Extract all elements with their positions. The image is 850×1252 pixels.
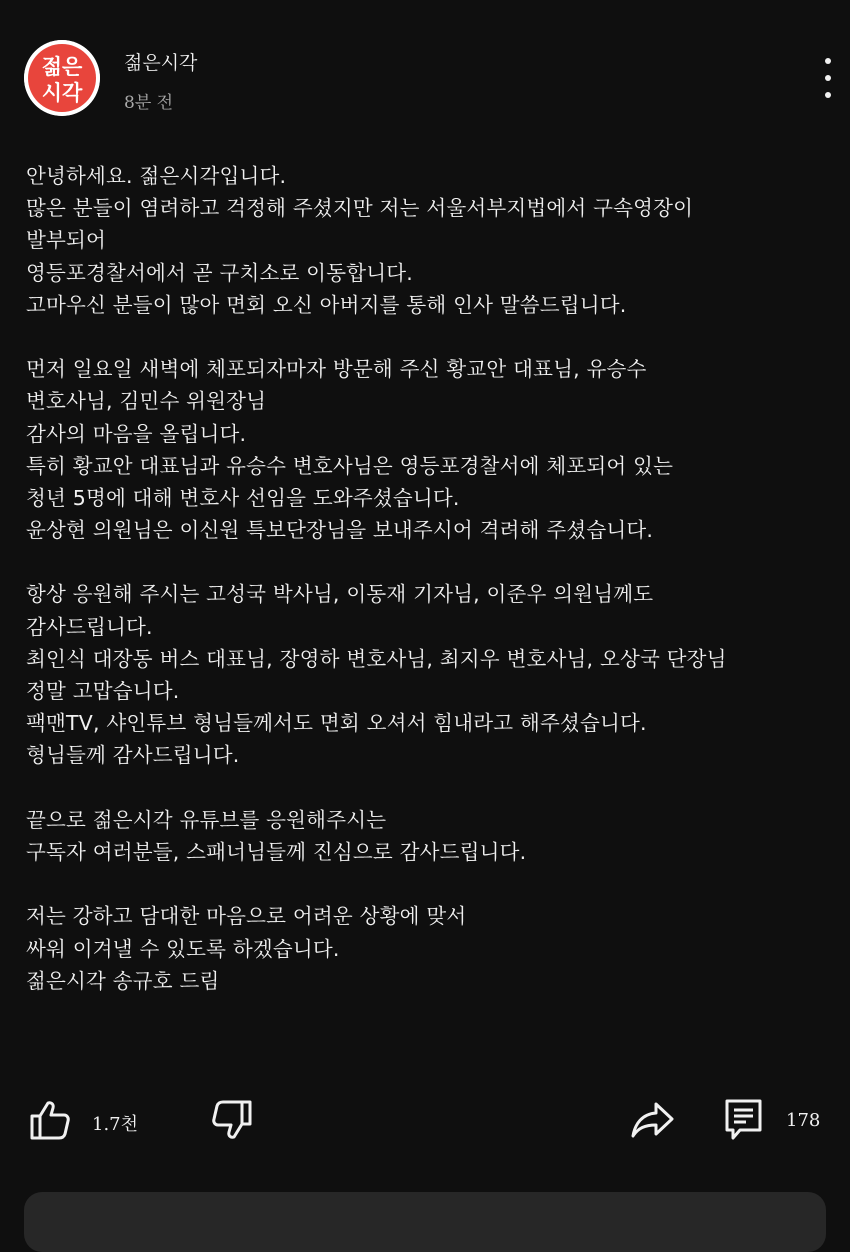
- comment-icon: [724, 1098, 764, 1142]
- action-bar: [0, 1098, 850, 1148]
- post-line: 윤상현 의원님은 이신원 특보단장님을 보내주시어 격려해 주셨습니다.: [26, 518, 654, 543]
- post-line: 형님들께 감사드립니다.: [26, 743, 240, 768]
- post-line: 끝으로 젊은시각 유튜브를 응원해주시는: [26, 807, 387, 832]
- post-line: 특히 황교안 대표님과 유승수 변호사님은 영등포경찰서에 체포되어 있는: [26, 453, 674, 478]
- post-line: 저는 강하고 담대한 마음으로 어려운 상황에 맞서: [26, 904, 467, 929]
- post-line: 최인식 대장동 버스 대표님, 장영하 변호사님, 최지우 변호사님, 오상국 단장님: [26, 646, 727, 671]
- avatar-text-bottom: 시각: [41, 81, 83, 105]
- post-line: 발부되어: [26, 228, 107, 253]
- post-line: 싸워 이겨낼 수 있도록 하겠습니다.: [26, 936, 340, 961]
- post-line: 변호사님, 김민수 위원장님: [26, 389, 267, 414]
- comment-button[interactable]: [724, 1098, 764, 1142]
- post-line: 먼저 일요일 새벽에 체포되자마자 방문해 주신 황교안 대표님, 유승수: [26, 357, 647, 382]
- comment-count: 178: [786, 1110, 821, 1131]
- share-button[interactable]: [630, 1100, 676, 1140]
- like-button[interactable]: [28, 1098, 72, 1142]
- post-line: 구독자 여러분들, 스패너님들께 진심으로 감사드립니다.: [26, 839, 527, 864]
- channel-logo-icon: [24, 40, 100, 116]
- thumbs-down-icon: [210, 1098, 254, 1142]
- post-line: 항상 응원해 주시는 고성국 박사님, 이동재 기자님, 이준우 의원님께도: [26, 582, 654, 607]
- more-options-button[interactable]: [816, 58, 840, 98]
- post-line: 고마우신 분들이 많아 면회 오신 아버지를 통해 인사 말씀드립니다.: [26, 292, 627, 317]
- avatar-text-top: 젊은: [41, 55, 83, 79]
- post-line: [26, 772, 826, 804]
- share-icon: [630, 1100, 676, 1140]
- post-line: 감사의 마음을 올립니다.: [26, 421, 247, 446]
- post-text: [26, 160, 826, 997]
- dislike-button[interactable]: [210, 1098, 254, 1142]
- post-line: 영등포경찰서에서 곧 구치소로 이동합니다.: [26, 260, 413, 285]
- channel-name[interactable]: 젊은시각: [124, 52, 198, 74]
- post-line: [26, 321, 826, 353]
- post-line: 많은 분들이 염려하고 걱정해 주셨지만 저는 서울서부지법에서 구속영장이: [26, 196, 694, 221]
- channel-avatar[interactable]: [24, 40, 100, 116]
- post-line: 젊은시각 송규호 드림: [26, 968, 220, 993]
- post-line: 팩맨TV, 샤인튜브 형님들께서도 면회 오셔서 힘내라고 해주셨습니다.: [26, 711, 647, 736]
- post-line: 감사드립니다.: [26, 614, 153, 639]
- comments-sheet-handle[interactable]: [24, 1192, 826, 1252]
- post-header: [24, 40, 834, 120]
- post-line: 정말 고맙습니다.: [26, 679, 180, 703]
- post-line: 청년 5명에 대해 변호사 선임을 도와주셨습니다.: [26, 485, 460, 510]
- post-line: 안녕하세요. 젊은시각입니다.: [26, 164, 287, 188]
- post-line: [26, 868, 826, 900]
- more-vertical-icon: [825, 58, 831, 64]
- post-line: [26, 546, 826, 578]
- post-timestamp: 8분 전: [124, 93, 174, 113]
- thumbs-up-icon: [28, 1098, 72, 1142]
- like-count: 1.7천: [92, 1114, 139, 1135]
